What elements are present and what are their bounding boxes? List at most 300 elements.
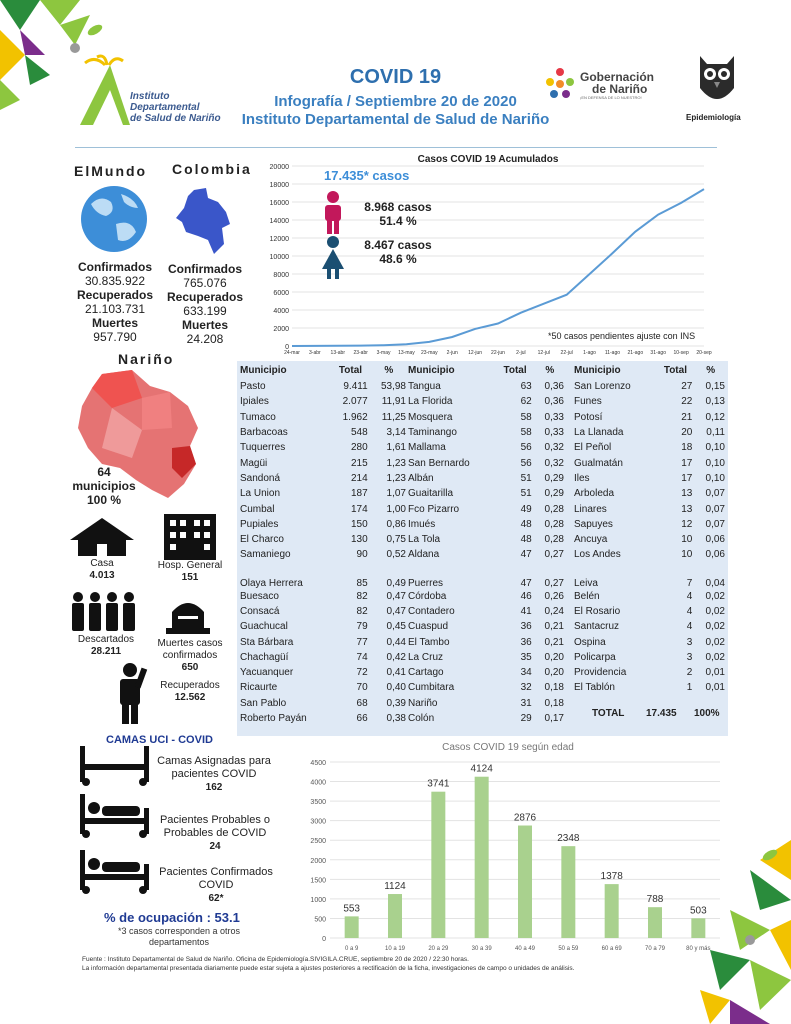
hosp-label: Hosp. General <box>157 560 223 571</box>
municipio-pct: 0,18 <box>544 697 564 709</box>
municipio-name: Cumbal <box>240 503 275 515</box>
y-tick-label: 20000 <box>269 164 289 171</box>
municipio-total: 17 <box>681 457 693 469</box>
municipio-name: San Pablo <box>240 697 287 709</box>
gob-line: Gobernación <box>580 70 655 84</box>
inst-logo-line: de Salud de Nariño <box>130 113 221 124</box>
table-row <box>572 425 727 440</box>
table-row <box>572 394 727 409</box>
municipio-pct: 0,02 <box>705 636 725 648</box>
municipio-total: 150 <box>350 518 368 530</box>
pending-cases-note: *50 casos pendientes ajuste con INS <box>548 331 696 341</box>
man-icon <box>320 190 346 236</box>
municipio-pct: 1,61 <box>386 442 406 454</box>
uci-heading: CAMAS UCI - COVID <box>106 734 213 746</box>
colombia-deaths-label: Muertes <box>181 318 228 332</box>
municipio-pct: 0,38 <box>386 713 406 725</box>
table-row <box>406 517 566 532</box>
world-deaths-label: Muertes <box>91 316 138 330</box>
table-row <box>238 589 408 604</box>
municipio-total: 48 <box>520 518 532 530</box>
x-tick-label: 30 a 39 <box>471 946 492 952</box>
table-row <box>238 501 408 516</box>
probables-label: Probables de COVID <box>163 827 267 839</box>
municipio-name: Consacá <box>240 606 280 617</box>
x-tick-label: 11-ago <box>604 350 621 356</box>
municipio-pct: 0,27 <box>544 577 564 589</box>
table-row <box>238 410 408 425</box>
table-row <box>238 563 408 589</box>
municipio-name: Buesaco <box>240 590 279 602</box>
recuperados-value: 12.562 <box>174 692 206 703</box>
table-row <box>572 455 727 470</box>
casa-label: Casa <box>90 558 114 569</box>
municipio-total: 1.962 <box>342 411 368 423</box>
municipio-pct: 0,02 <box>705 606 725 617</box>
municipios-table-col2 <box>406 362 566 726</box>
table-header: Total <box>663 365 687 376</box>
municipio-name: Guaitarilla <box>408 488 454 500</box>
municipio-name: Arboleda <box>574 488 615 500</box>
municipio-total: 62 <box>520 396 532 408</box>
uci-note-line: departamentos <box>148 937 210 947</box>
table-header: Total <box>503 365 527 376</box>
municipio-name: Guachucal <box>240 621 288 633</box>
municipio-pct: 0,49 <box>386 577 406 589</box>
x-tick-label: 22-jun <box>491 350 505 356</box>
x-tick-label: 12-jul <box>537 350 550 356</box>
municipio-name: Iles <box>574 472 590 484</box>
table-header: % <box>384 365 394 376</box>
municipio-name: El Peñol <box>574 442 612 454</box>
municipio-total: 56 <box>520 457 532 469</box>
municipio-pct: 0,15 <box>705 381 725 393</box>
recuperados-stat <box>150 680 230 704</box>
y-tick-label: 4000 <box>273 308 289 315</box>
municipio-pct: 0,32 <box>544 442 564 454</box>
muertes-stat <box>150 638 230 674</box>
municipio-pct: 0,06 <box>705 549 725 561</box>
municipio-pct: 0,33 <box>544 427 564 439</box>
y-tick-label: 6000 <box>273 290 289 297</box>
age-bar <box>475 777 489 938</box>
table-row <box>238 619 408 634</box>
municipio-total: 35 <box>520 651 532 663</box>
camas-asignadas-stat <box>150 755 278 794</box>
x-tick-label: 40 a 49 <box>514 946 536 952</box>
inst-logo-line: Instituto <box>130 91 170 102</box>
cumulative-cases-line <box>292 189 704 346</box>
y-tick-label: 2000 <box>310 857 326 865</box>
table-row <box>238 696 408 711</box>
municipio-name: Olaya Herrera <box>240 577 303 589</box>
total-value: 17.435 <box>646 708 677 719</box>
table-row <box>572 650 727 665</box>
municipio-name: Providencia <box>574 667 627 679</box>
world-recovered-value: 21.103.731 <box>84 302 146 316</box>
municipio-name: El Charco <box>240 534 284 546</box>
municipio-name: Roberto Payán <box>240 713 307 725</box>
table-row <box>238 517 408 532</box>
municipio-pct: 0,10 <box>705 442 725 454</box>
table-header: Municipio <box>408 365 455 376</box>
table-row <box>238 650 408 665</box>
colombia-confirmed-value: 765.076 <box>183 276 227 290</box>
municipio-name: Cumbitara <box>408 682 455 694</box>
x-tick-label: 0 a 9 <box>344 946 359 952</box>
municipio-total: 77 <box>356 636 368 648</box>
municipio-name: Taminango <box>408 427 457 439</box>
municipio-name: El Rosario <box>574 606 621 617</box>
municipio-pct: 0,28 <box>544 534 564 546</box>
table-header: % <box>706 365 716 376</box>
descartados-label: Descartados <box>77 634 135 645</box>
municipio-total: 3 <box>686 636 693 648</box>
total-cases-annotation: 17.435* casos <box>324 168 410 183</box>
municipio-pct: 0,17 <box>544 713 564 725</box>
colombia-map-icon <box>174 188 234 256</box>
municipio-name: Ospina <box>574 636 606 648</box>
line-chart-title: Casos COVID 19 Acumulados <box>417 154 559 165</box>
women-cases-value: 8.467 casos <box>364 238 432 252</box>
confirmados-uci-value: 62* <box>208 893 224 904</box>
municipio-name: Yacuanquer <box>240 667 294 679</box>
table-row <box>238 634 408 649</box>
municipio-pct: 0,18 <box>544 682 564 694</box>
table-row <box>572 486 727 501</box>
municipio-total: 70 <box>356 682 368 694</box>
probables-label: Pacientes Probables o <box>159 814 271 826</box>
municipio-total: 548 <box>350 427 368 439</box>
municipio-name: Nariño <box>408 697 438 709</box>
municipio-pct: 0,10 <box>705 457 725 469</box>
owl-icon <box>692 48 742 110</box>
y-tick-label: 3500 <box>310 799 326 807</box>
municipio-total: 280 <box>350 442 368 454</box>
patient-bed-icon <box>80 850 150 894</box>
municipio-total: 56 <box>520 442 532 454</box>
municipio-pct: 0,40 <box>386 682 406 694</box>
camas-asignadas-value: 162 <box>205 782 223 793</box>
table-row <box>406 440 566 455</box>
municipio-pct: 0,02 <box>705 621 725 633</box>
municipio-total: 130 <box>350 534 368 546</box>
municipios-label: municipios <box>72 479 136 493</box>
municipio-name: Puerres <box>408 577 444 589</box>
table-row <box>238 486 408 501</box>
age-bar <box>518 826 532 938</box>
municipio-name: Tuquerres <box>240 442 286 454</box>
colombia-recovered-value: 633.199 <box>183 304 227 318</box>
municipio-name: La Florida <box>408 396 453 408</box>
table-row <box>572 589 727 604</box>
y-tick-label: 4500 <box>310 760 326 767</box>
municipio-total: 82 <box>356 606 368 617</box>
table-row <box>406 501 566 516</box>
institute-name: Instituto Departamental de Salud de Nariño <box>241 111 550 128</box>
municipio-total: 9.411 <box>343 381 368 393</box>
table-row <box>238 665 408 680</box>
camas-asignadas-label: Camas Asignadas para <box>157 755 271 767</box>
x-tick-label: 2-jun <box>446 350 458 356</box>
bar-value-label: 3741 <box>427 778 450 790</box>
municipio-name: La Tola <box>408 534 441 546</box>
municipio-name: Pupiales <box>240 518 279 530</box>
municipio-total: 90 <box>356 549 368 561</box>
municipio-total: 17 <box>681 472 693 484</box>
gobernacion-logo-icon <box>542 64 578 104</box>
table-row <box>238 532 408 547</box>
municipio-pct: 0,02 <box>705 590 725 602</box>
table-row <box>238 379 408 394</box>
municipio-pct: 0,20 <box>544 667 564 679</box>
age-bar <box>605 884 619 938</box>
table-row <box>572 532 727 547</box>
table-row <box>572 619 727 634</box>
municipio-name: Mallama <box>408 442 446 454</box>
y-tick-label: 12000 <box>269 236 289 243</box>
municipio-total: 85 <box>356 577 368 589</box>
colombia-heading: Colombia <box>172 161 252 177</box>
age-bar <box>431 792 445 938</box>
x-tick-label: 10-sep <box>673 350 689 356</box>
casa-value: 4.013 <box>89 570 115 581</box>
municipio-total: 74 <box>356 651 368 663</box>
table-row <box>572 410 727 425</box>
narino-heading: Nariño <box>118 351 175 367</box>
municipio-total: 13 <box>681 488 693 500</box>
table-row <box>572 665 727 680</box>
table-row <box>238 547 408 562</box>
municipio-pct: 0,41 <box>386 667 406 679</box>
y-tick-label: 500 <box>314 916 326 924</box>
municipio-pct: 0,21 <box>544 621 564 633</box>
y-tick-label: 1000 <box>310 896 326 904</box>
municipio-total: 46 <box>520 590 532 602</box>
municipio-total: 68 <box>356 697 368 709</box>
table-row <box>406 455 566 470</box>
municipio-pct: 0,10 <box>705 472 725 484</box>
municipio-pct: 0,36 <box>544 396 564 408</box>
woman-icon <box>320 235 346 281</box>
descartados-value: 28.211 <box>90 646 122 657</box>
municipio-total: 29 <box>520 713 532 725</box>
bar-value-label: 2876 <box>513 812 537 824</box>
bar-value-label: 1378 <box>600 871 623 883</box>
municipio-pct: 0,12 <box>705 411 725 423</box>
y-tick-label: 10000 <box>269 254 289 261</box>
municipio-pct: 0,52 <box>386 549 406 561</box>
world-confirmed-value: 30.835.922 <box>84 274 146 288</box>
epidemiologia-label: Epidemiología <box>686 113 741 122</box>
bar-value-label: 4124 <box>470 763 493 775</box>
table-row <box>572 501 727 516</box>
municipio-total: 34 <box>520 667 532 679</box>
municipio-name: Samaniego <box>240 549 291 561</box>
municipio-total: 2 <box>686 667 693 679</box>
municipio-pct: 0,06 <box>705 534 725 546</box>
x-tick-label: 20-sep <box>696 350 712 356</box>
municipio-pct: 0,27 <box>544 549 564 561</box>
municipio-name: Magüi <box>240 457 268 469</box>
table-row <box>406 471 566 486</box>
municipios-table-col1 <box>238 362 408 726</box>
women-cases-pct: 48.6 % <box>379 252 417 266</box>
casa-stat <box>70 558 134 582</box>
municipio-name: Gualmatán <box>574 457 623 469</box>
x-tick-label: 3-abr <box>309 350 321 356</box>
footer-line: La información departamental presentada diariamente puede estar sujeta a ajustes posteriores a rectificación de la ficha, investigaciones de campo o unidades de análisis. <box>82 965 575 972</box>
municipio-pct: 1,07 <box>386 488 406 500</box>
confirmados-uci-label: COVID <box>198 879 234 891</box>
confirmados-uci-stat <box>154 866 278 905</box>
municipio-pct: 11,91 <box>381 396 406 408</box>
x-tick-label: 22-jul <box>560 350 573 356</box>
municipio-name: Sta Bárbara <box>240 636 294 648</box>
municipio-name: Sandoná <box>240 472 281 484</box>
table-row <box>572 547 727 562</box>
municipio-total: 82 <box>356 590 368 602</box>
x-tick-label: 20 a 29 <box>428 946 449 952</box>
municipios-count: 64 <box>97 465 111 479</box>
table-row <box>572 471 727 486</box>
camas-asignadas-label: pacientes COVID <box>171 768 257 780</box>
muertes-label: Muertes casos <box>157 638 223 649</box>
municipio-pct: 0,24 <box>544 606 564 617</box>
municipio-total: 51 <box>520 488 532 500</box>
y-tick-label: 14000 <box>269 218 289 225</box>
municipio-name: Albán <box>408 472 434 484</box>
table-row <box>572 379 727 394</box>
table-row <box>406 680 566 695</box>
municipio-pct: 0,20 <box>544 651 564 663</box>
x-tick-label: 23-abr <box>353 350 368 356</box>
municipio-name: La Llanada <box>574 427 624 439</box>
x-tick-label: 31-ago <box>650 350 667 356</box>
x-tick-label: 24-mar <box>284 350 300 356</box>
municipio-name: Linares <box>574 503 607 515</box>
municipio-name: Santacruz <box>574 621 620 633</box>
table-row <box>572 604 727 619</box>
table-row <box>572 563 727 589</box>
municipio-pct: 0,07 <box>705 518 725 530</box>
municipio-name: La Union <box>240 488 281 500</box>
municipio-name: Córdoba <box>408 590 447 602</box>
women-cases-label <box>358 238 438 266</box>
colombia-confirmed-label: Confirmados <box>167 262 242 276</box>
municipio-pct: 0,44 <box>386 636 406 648</box>
bar-value-label: 553 <box>343 903 361 915</box>
municipio-pct: 0,07 <box>705 488 725 500</box>
municipio-pct: 0,13 <box>705 396 725 408</box>
table-header: Total <box>338 365 363 376</box>
table-row <box>406 410 566 425</box>
world-deaths-value: 957.790 <box>93 330 137 344</box>
municipio-total: 13 <box>681 503 693 515</box>
municipio-name: El Tambo <box>408 636 450 648</box>
municipio-total: 49 <box>520 503 532 515</box>
municipio-pct: 0,11 <box>706 427 725 439</box>
municipio-total: 58 <box>520 411 532 423</box>
table-row <box>406 634 566 649</box>
municipio-name: Aldana <box>408 549 440 561</box>
municipio-total: 66 <box>356 713 368 725</box>
ocupacion-pct: % de ocupación : 53.1 <box>104 910 240 925</box>
table-row <box>406 665 566 680</box>
age-bar <box>388 894 402 938</box>
municipio-total: 58 <box>520 427 532 439</box>
world-heading: ElMundo <box>74 163 148 179</box>
table-row <box>406 589 566 604</box>
table-row <box>406 532 566 547</box>
table-row <box>572 680 727 695</box>
municipio-name: San Bernardo <box>408 457 470 469</box>
muertes-value: 650 <box>181 662 199 673</box>
bar-value-label: 788 <box>646 894 664 906</box>
municipio-total: 20 <box>681 427 693 439</box>
globe-icon <box>76 184 152 254</box>
age-bar <box>345 916 359 938</box>
y-tick-label: 2000 <box>273 326 289 333</box>
municipio-total: 187 <box>350 488 368 500</box>
table-header: Municipio <box>240 365 287 376</box>
colombia-recovered-label: Recuperados <box>166 290 244 304</box>
bar-chart-title: Casos COVID 19 según edad <box>442 742 574 753</box>
descartados-stat <box>66 634 146 658</box>
world-stats <box>70 260 160 344</box>
municipio-pct: 0,32 <box>544 457 564 469</box>
municipio-name: Los Andes <box>574 549 621 561</box>
municipio-pct: 0,86 <box>386 518 406 530</box>
table-row <box>406 696 566 711</box>
municipio-total: 63 <box>520 381 532 393</box>
municipio-pct: 0,45 <box>386 621 406 633</box>
table-row <box>406 379 566 394</box>
municipio-total: 32 <box>520 682 532 694</box>
municipio-total: 215 <box>350 457 368 469</box>
men-cases-label <box>358 200 438 228</box>
tombstone-icon <box>166 598 210 634</box>
table-row <box>572 634 727 649</box>
municipio-name: Fco Pizarro <box>408 503 460 515</box>
municipio-total: 7 <box>686 577 693 589</box>
bar-value-label: 503 <box>689 905 707 917</box>
uci-note <box>104 926 254 948</box>
confirmados-uci-label: Pacientes Confirmados <box>159 866 273 878</box>
y-tick-label: 4000 <box>310 779 326 787</box>
municipios-pct: 100 % <box>86 493 122 507</box>
x-tick-label: 1-ago <box>583 350 596 356</box>
municipio-pct: 0,29 <box>544 488 564 500</box>
muertes-label: confirmados <box>162 650 218 661</box>
table-row <box>572 517 727 532</box>
x-tick-label: 10 a 19 <box>384 946 406 952</box>
world-confirmed-label: Confirmados <box>77 260 152 274</box>
municipio-pct: 0,04 <box>705 577 725 589</box>
municipio-pct: 53,98 <box>380 381 406 393</box>
municipio-total: 27 <box>681 381 693 393</box>
colombia-deaths-value: 24.208 <box>186 332 224 346</box>
y-tick-label: 1500 <box>310 877 326 885</box>
y-tick-label: 0 <box>322 936 326 943</box>
municipio-name: Chachagüí <box>240 651 289 663</box>
total-label: TOTAL <box>592 708 625 719</box>
municipios-summary <box>64 465 144 507</box>
municipio-pct: 0,33 <box>544 411 564 423</box>
x-tick-label: 12-jun <box>468 350 483 356</box>
municipio-name: El Tablón <box>574 682 615 694</box>
age-bar <box>691 918 705 938</box>
